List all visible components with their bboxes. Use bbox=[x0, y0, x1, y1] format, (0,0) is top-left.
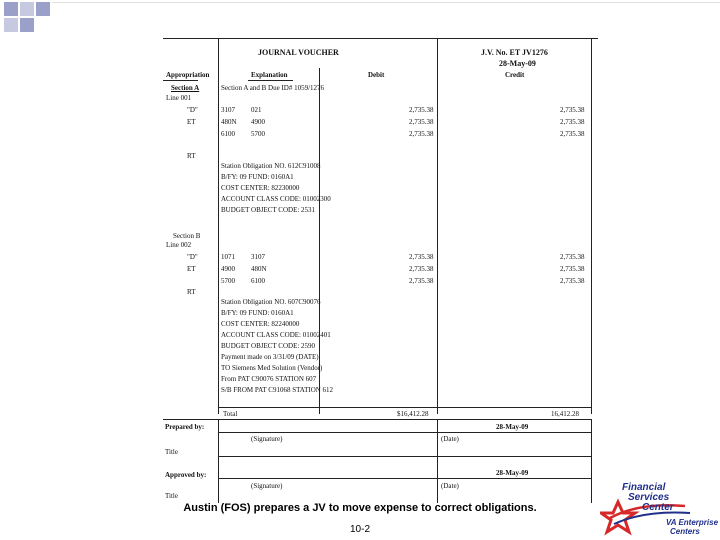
detail-line: COST CENTER: 82240000 bbox=[221, 320, 300, 328]
row-debit: 2,735.38 bbox=[409, 253, 434, 261]
section-a-line: Line 001 bbox=[166, 94, 192, 102]
deco-square bbox=[36, 2, 50, 16]
row-code: ET bbox=[187, 265, 196, 273]
row-acct: 3107 bbox=[221, 106, 235, 114]
title-label: Title bbox=[165, 448, 178, 456]
date-label: (Date) bbox=[441, 435, 459, 443]
row-code: RT bbox=[187, 288, 196, 296]
detail-line: Station Obligation NO. 612C91008 bbox=[221, 162, 321, 170]
row-credit: 2,735.38 bbox=[560, 253, 585, 261]
slide-caption: Austin (FOS) prepares a JV to move expense to correct obligations. bbox=[183, 502, 537, 514]
section-a-label: Section A bbox=[171, 84, 200, 92]
col-explanation: Explanation bbox=[251, 71, 288, 79]
deco-square bbox=[20, 2, 34, 16]
title-label: Title bbox=[165, 492, 178, 500]
corner-decoration bbox=[0, 0, 720, 40]
date-label: (Date) bbox=[441, 482, 459, 490]
total-label: Total bbox=[223, 410, 238, 418]
row-acct: 021 bbox=[251, 106, 262, 114]
detail-line: BUDGET OBJECT CODE: 2531 bbox=[221, 206, 316, 214]
row-acct: 480N bbox=[251, 265, 267, 273]
row-acct: 4900 bbox=[251, 118, 265, 126]
jv-number: J.V. No. ET JV1276 bbox=[481, 48, 548, 57]
row-code: ET bbox=[187, 118, 196, 126]
signature-label: (Signature) bbox=[251, 482, 283, 490]
deco-square bbox=[4, 18, 18, 32]
row-acct: 5700 bbox=[221, 277, 235, 285]
journal-voucher bbox=[163, 38, 598, 506]
detail-line: Payment made on 3/31/09 (DATE) bbox=[221, 353, 319, 361]
section-a-note: Section A and B Due ID# 1059/1276 bbox=[221, 84, 325, 92]
detail-line: TO Siemens Med Solution (Vendor) bbox=[221, 364, 323, 372]
row-code: "D" bbox=[187, 106, 198, 114]
approved-date: 28-May-09 bbox=[496, 469, 529, 477]
row-credit: 2,735.38 bbox=[560, 118, 585, 126]
row-debit: 2,735.38 bbox=[409, 130, 434, 138]
row-acct: 5700 bbox=[251, 130, 265, 138]
row-acct: 480N bbox=[221, 118, 237, 126]
detail-line: From PAT C90076 STATION 607 bbox=[221, 375, 317, 383]
row-code: "D" bbox=[187, 253, 198, 261]
row-credit: 2,735.38 bbox=[560, 130, 585, 138]
detail-line: ACCOUNT CLASS CODE: 01002401 bbox=[221, 331, 331, 339]
deco-line bbox=[52, 2, 720, 3]
deco-square bbox=[4, 2, 18, 16]
col-credit: Credit bbox=[505, 71, 525, 79]
section-b-line: Line 002 bbox=[166, 241, 192, 249]
total-debit: $16,412.28 bbox=[397, 410, 429, 418]
detail-line: B/FY: 09 FUND: 0160A1 bbox=[221, 309, 294, 317]
prepared-by-label: Prepared by: bbox=[165, 423, 205, 431]
approved-by-label: Approved by: bbox=[165, 471, 207, 479]
logo-subtext: VA Enterprise Centers bbox=[666, 518, 719, 536]
detail-line: BUDGET OBJECT CODE: 2590 bbox=[221, 342, 316, 350]
col-debit: Debit bbox=[368, 71, 385, 79]
logo-text: Financial Services Center bbox=[622, 482, 674, 513]
row-debit: 2,735.38 bbox=[409, 277, 434, 285]
row-debit: 2,735.38 bbox=[409, 118, 434, 126]
section-b-label: Section B bbox=[173, 232, 201, 240]
total-credit: 16,412.28 bbox=[551, 410, 579, 418]
detail-line: ACCOUNT CLASS CODE: 01002300 bbox=[221, 195, 331, 203]
row-code: RT bbox=[187, 152, 196, 160]
row-acct: 6100 bbox=[221, 130, 235, 138]
row-credit: 2,735.38 bbox=[560, 277, 585, 285]
row-debit: 2,735.38 bbox=[409, 265, 434, 273]
row-acct: 4900 bbox=[221, 265, 235, 273]
page-number: 10-2 bbox=[349, 524, 370, 535]
voucher-title: JOURNAL VOUCHER bbox=[258, 48, 339, 57]
voucher-date: 28-May-09 bbox=[499, 59, 536, 68]
row-acct: 6100 bbox=[251, 277, 265, 285]
deco-square bbox=[20, 18, 34, 32]
detail-line: COST CENTER: 82230000 bbox=[221, 184, 300, 192]
row-acct: 3107 bbox=[251, 253, 265, 261]
col-appropriation: Appropriation bbox=[166, 71, 210, 79]
row-credit: 2,735.38 bbox=[560, 106, 585, 114]
signature-label: (Signature) bbox=[251, 435, 283, 443]
detail-line: Station Obligation NO. 607C90076 bbox=[221, 298, 321, 306]
row-acct: 1071 bbox=[221, 253, 235, 261]
detail-line: B/FY: 09 FUND: 0160A1 bbox=[221, 173, 294, 181]
detail-line: S/B FROM PAT C91068 STATION 612 bbox=[221, 386, 334, 394]
row-debit: 2,735.38 bbox=[409, 106, 434, 114]
prepared-date: 28-May-09 bbox=[496, 423, 529, 431]
row-credit: 2,735.38 bbox=[560, 265, 585, 273]
